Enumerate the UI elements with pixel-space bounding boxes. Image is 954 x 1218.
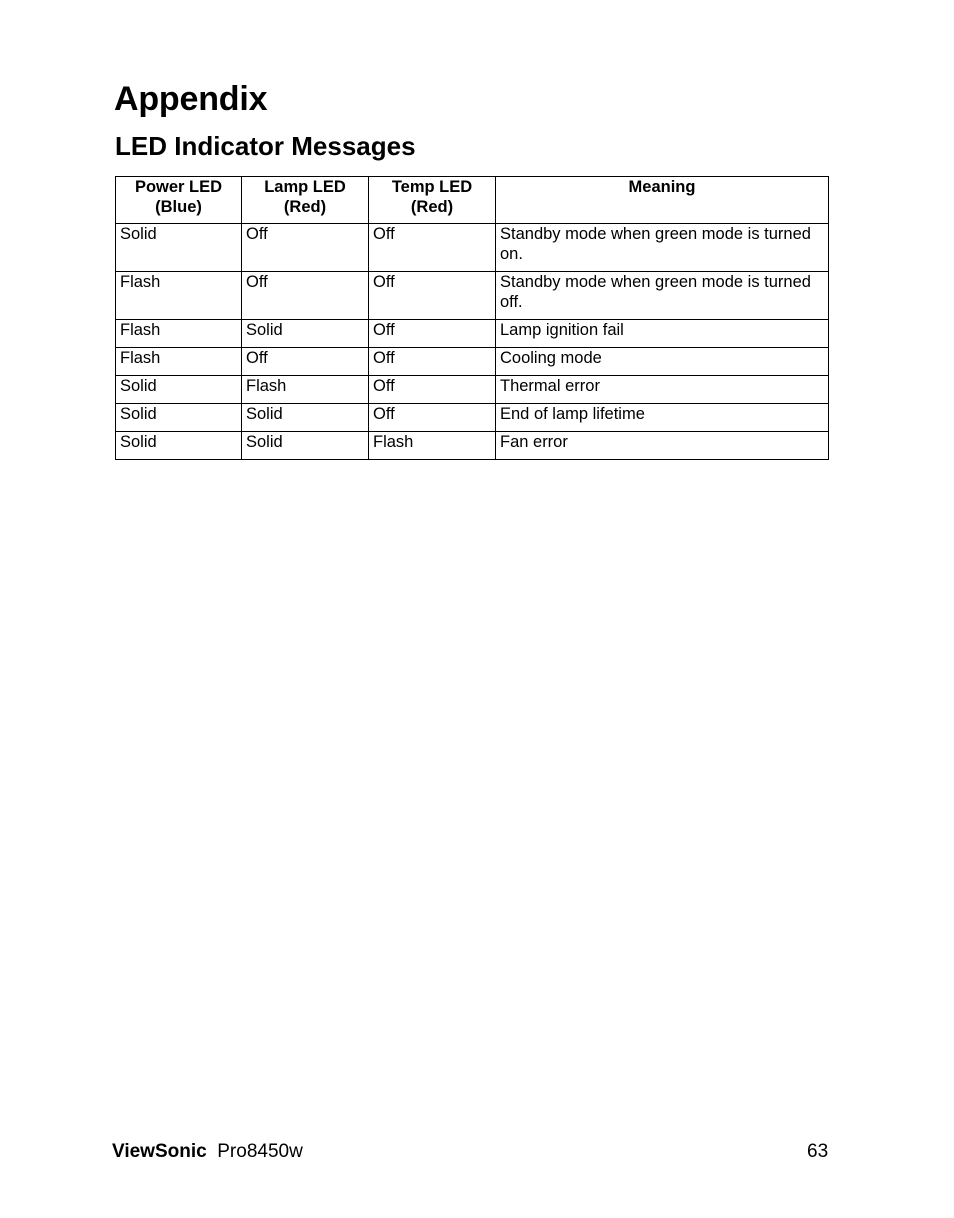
cell-meaning: Lamp ignition fail [496, 320, 829, 348]
header-temp-led [369, 177, 496, 224]
table-header-row [116, 177, 829, 224]
led-indicator-table [115, 176, 829, 460]
header-temp-led-label: Temp LED (Red) [391, 178, 473, 216]
cell-lamp: Solid [242, 404, 369, 432]
cell-power: Solid [116, 376, 242, 404]
table-row [116, 404, 829, 432]
header-meaning-label: Meaning [628, 178, 696, 196]
cell-meaning: Standby mode when green mode is turned off. [496, 272, 829, 320]
cell-temp: Off [369, 376, 496, 404]
cell-power: Flash [116, 320, 242, 348]
table-row [116, 348, 829, 376]
cell-meaning: Fan error [496, 432, 829, 460]
footer-brand: ViewSonic [112, 1141, 207, 1162]
section-title: LED Indicator Messages [115, 131, 416, 161]
cell-power: Solid [116, 224, 242, 272]
header-meaning [496, 177, 829, 224]
cell-meaning: Cooling mode [496, 348, 829, 376]
cell-meaning: Standby mode when green mode is turned on. [496, 224, 829, 272]
cell-temp: Off [369, 320, 496, 348]
cell-temp: Off [369, 224, 496, 272]
table-row [116, 376, 829, 404]
table-row [116, 224, 829, 272]
cell-meaning: Thermal error [496, 376, 829, 404]
cell-temp: Off [369, 348, 496, 376]
cell-temp: Off [369, 404, 496, 432]
footer-model: Pro8450w [217, 1141, 303, 1162]
cell-lamp: Flash [242, 376, 369, 404]
cell-power: Solid [116, 432, 242, 460]
cell-lamp: Off [242, 348, 369, 376]
cell-meaning: End of lamp lifetime [496, 404, 829, 432]
cell-lamp: Solid [242, 432, 369, 460]
cell-power: Flash [116, 272, 242, 320]
header-lamp-led-label: Lamp LED (Red) [264, 178, 346, 216]
cell-lamp: Solid [242, 320, 369, 348]
table-row [116, 272, 829, 320]
page-title: Appendix [114, 80, 268, 118]
header-power-led-label: Power LED (Blue) [134, 178, 223, 216]
cell-lamp: Off [242, 272, 369, 320]
cell-power: Flash [116, 348, 242, 376]
header-power-led [116, 177, 242, 224]
footer-page-number: 63 [807, 1141, 829, 1162]
cell-temp: Flash [369, 432, 496, 460]
table-row [116, 320, 829, 348]
cell-power: Solid [116, 404, 242, 432]
cell-lamp: Off [242, 224, 369, 272]
header-lamp-led [242, 177, 369, 224]
cell-temp: Off [369, 272, 496, 320]
footer-brand-model [112, 1141, 303, 1163]
table-row [116, 432, 829, 460]
